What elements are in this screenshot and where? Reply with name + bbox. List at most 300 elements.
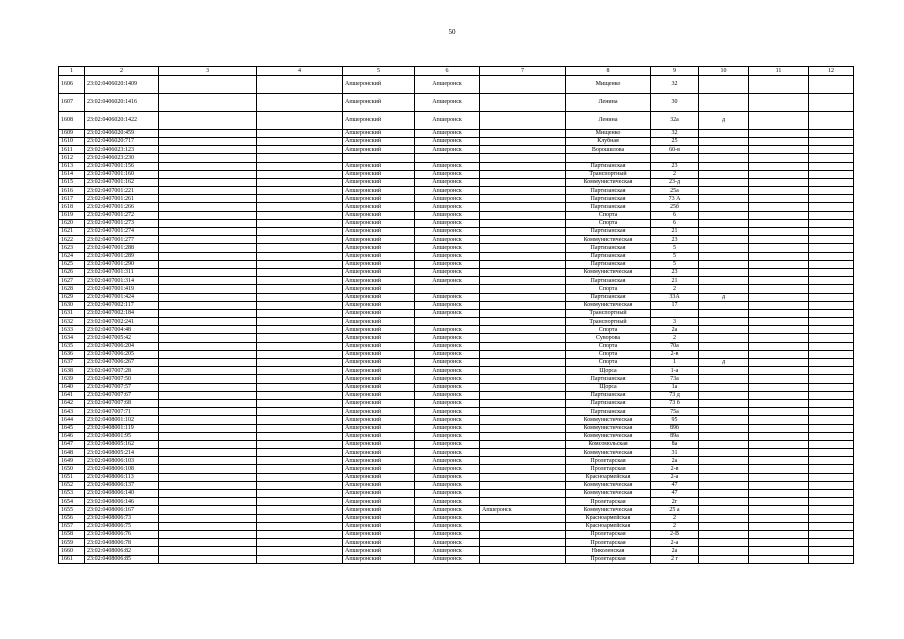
letter-cell xyxy=(699,318,749,326)
col4-cell xyxy=(257,93,343,111)
city-cell: Апшеронск xyxy=(415,408,480,416)
col7-cell xyxy=(480,260,566,268)
col3-cell xyxy=(159,457,257,465)
table-row xyxy=(59,244,854,252)
street-cell: Пролетарская xyxy=(566,465,651,473)
street-cell: Красноармейская xyxy=(566,514,651,522)
col3-cell xyxy=(159,473,257,481)
col12-cell xyxy=(809,334,854,342)
col7-cell xyxy=(480,547,566,555)
col11-cell xyxy=(749,416,809,424)
col7-cell xyxy=(480,440,566,448)
col3-cell xyxy=(159,367,257,375)
col3-cell xyxy=(159,178,257,186)
col3-cell xyxy=(159,449,257,457)
district-cell: Апшеронский xyxy=(343,129,415,137)
row-number-cell: 1636 xyxy=(59,350,85,358)
row-number-cell: 1633 xyxy=(59,326,85,334)
row-number-cell: 1632 xyxy=(59,318,85,326)
col11-cell xyxy=(749,375,809,383)
letter-cell xyxy=(699,268,749,276)
col4-cell xyxy=(257,465,343,473)
row-number-cell: 1608 xyxy=(59,111,85,129)
table-row xyxy=(59,539,854,547)
city-cell: Апшеронск xyxy=(415,301,480,309)
street-cell: Ленина xyxy=(566,111,651,129)
city-cell: Апшеронск xyxy=(415,481,480,489)
row-number-cell: 1615 xyxy=(59,178,85,186)
street-cell: Щорса xyxy=(566,383,651,391)
house-number-cell: 21 xyxy=(651,277,699,285)
column-header: 7 xyxy=(480,67,566,76)
column-header: 4 xyxy=(257,67,343,76)
col11-cell xyxy=(749,424,809,432)
city-cell: Апшеронск xyxy=(415,555,480,563)
street-cell: Партизанская xyxy=(566,187,651,195)
col7-cell xyxy=(480,432,566,440)
col11-cell xyxy=(749,555,809,563)
col11-cell xyxy=(749,481,809,489)
district-cell: Апшеронский xyxy=(343,203,415,211)
col11-cell xyxy=(749,252,809,260)
col3-cell xyxy=(159,162,257,170)
col7-cell xyxy=(480,359,566,367)
district-cell: Апшеронский xyxy=(343,260,415,268)
city-cell: Апшеронск xyxy=(415,514,480,522)
col3-cell xyxy=(159,293,257,301)
column-header: 12 xyxy=(809,67,854,76)
col3-cell xyxy=(159,277,257,285)
street-cell: Спорта xyxy=(566,326,651,334)
letter-cell xyxy=(699,211,749,219)
house-number-cell: 3 xyxy=(651,318,699,326)
col12-cell xyxy=(809,228,854,236)
city-cell: Апшеронск xyxy=(415,162,480,170)
table-row xyxy=(59,547,854,555)
col11-cell xyxy=(749,203,809,211)
col11-cell xyxy=(749,211,809,219)
city-cell: Апшеронск xyxy=(415,137,480,145)
col4-cell xyxy=(257,506,343,514)
cadastral-number-cell: 23:02:0407001:162 xyxy=(85,178,159,186)
house-number-cell: 2 xyxy=(651,514,699,522)
district-cell: Апшеронский xyxy=(343,530,415,538)
city-cell: Апшеронск xyxy=(415,449,480,457)
table-row xyxy=(59,203,854,211)
table-row xyxy=(59,187,854,195)
col11-cell xyxy=(749,522,809,530)
col7-cell xyxy=(480,268,566,276)
street-cell: Пролетарская xyxy=(566,555,651,563)
col3-cell xyxy=(159,203,257,211)
house-number-cell: 5 xyxy=(651,252,699,260)
col3-cell xyxy=(159,195,257,203)
table-row xyxy=(59,522,854,530)
cadastral-number-cell: 23:02:0407007:57 xyxy=(85,383,159,391)
col12-cell xyxy=(809,277,854,285)
district-cell: Апшеронский xyxy=(343,146,415,154)
street-cell: Пролетарская xyxy=(566,457,651,465)
register-table xyxy=(58,66,854,564)
letter-cell xyxy=(699,195,749,203)
col4-cell xyxy=(257,111,343,129)
cadastral-number-cell: 23:02:0407001:160 xyxy=(85,170,159,178)
cadastral-number-cell: 23:02:0407007:67 xyxy=(85,391,159,399)
col3-cell xyxy=(159,481,257,489)
house-number-cell: 60-в xyxy=(651,146,699,154)
city-cell: Апшеронск xyxy=(415,170,480,178)
street-cell: Коммунистическая xyxy=(566,268,651,276)
col4-cell xyxy=(257,457,343,465)
table-row xyxy=(59,252,854,260)
row-number-cell: 1643 xyxy=(59,408,85,416)
col3-cell xyxy=(159,75,257,93)
cadastral-number-cell: 23:02:0408006:137 xyxy=(85,481,159,489)
row-number-cell: 1623 xyxy=(59,244,85,252)
city-cell: Апшеронск xyxy=(415,195,480,203)
street-cell: Пролетарская xyxy=(566,539,651,547)
col7-cell xyxy=(480,449,566,457)
city-cell: Апшеронск xyxy=(415,383,480,391)
house-number-cell: 2а xyxy=(651,547,699,555)
col4-cell xyxy=(257,539,343,547)
house-number-cell: 2-в xyxy=(651,350,699,358)
cadastral-number-cell: 23:02:0406020:1409 xyxy=(85,75,159,93)
col12-cell xyxy=(809,178,854,186)
col7-cell xyxy=(480,137,566,145)
col12-cell xyxy=(809,350,854,358)
street-cell: Клубная xyxy=(566,137,651,145)
col3-cell xyxy=(159,285,257,293)
cadastral-number-cell: 23:02:0407006:267 xyxy=(85,359,159,367)
letter-cell xyxy=(699,539,749,547)
table-row xyxy=(59,260,854,268)
row-number-cell: 1621 xyxy=(59,228,85,236)
row-number-cell: 1654 xyxy=(59,498,85,506)
table-row xyxy=(59,162,854,170)
row-number-cell: 1624 xyxy=(59,252,85,260)
letter-cell xyxy=(699,449,749,457)
col4-cell xyxy=(257,309,343,317)
street-cell: Партизанская xyxy=(566,203,651,211)
col11-cell xyxy=(749,285,809,293)
page-number: 50 xyxy=(448,28,456,36)
letter-cell xyxy=(699,490,749,498)
table-row xyxy=(59,146,854,154)
street-cell: Спорта xyxy=(566,211,651,219)
table-row xyxy=(59,228,854,236)
col7-cell xyxy=(480,498,566,506)
col12-cell xyxy=(809,440,854,448)
house-number-cell: 21 xyxy=(651,228,699,236)
col4-cell xyxy=(257,326,343,334)
house-number-cell: 17 xyxy=(651,301,699,309)
cadastral-number-cell: 23:02:0406020:1416 xyxy=(85,93,159,111)
col12-cell xyxy=(809,252,854,260)
table-row xyxy=(59,383,854,391)
col12-cell xyxy=(809,449,854,457)
cadastral-number-cell: 23:02:0407001:273 xyxy=(85,219,159,227)
col12-cell xyxy=(809,293,854,301)
city-cell: Апшеронск xyxy=(415,129,480,137)
col12-cell xyxy=(809,539,854,547)
col11-cell xyxy=(749,391,809,399)
letter-cell xyxy=(699,342,749,350)
street-cell: Партизанская xyxy=(566,375,651,383)
cadastral-number-cell: 23:02:0406020:459 xyxy=(85,129,159,137)
table-row xyxy=(59,490,854,498)
city-cell: Апшеронск xyxy=(415,219,480,227)
col7-cell xyxy=(480,350,566,358)
house-number-cell: 23-д xyxy=(651,178,699,186)
column-header: 10 xyxy=(699,67,749,76)
col4-cell xyxy=(257,555,343,563)
col7-cell xyxy=(480,465,566,473)
col3-cell xyxy=(159,187,257,195)
row-number-cell: 1651 xyxy=(59,473,85,481)
col11-cell xyxy=(749,530,809,538)
house-number-cell: 2 г xyxy=(651,555,699,563)
col7-cell xyxy=(480,424,566,432)
col4-cell xyxy=(257,228,343,236)
table-row xyxy=(59,465,854,473)
col3-cell xyxy=(159,228,257,236)
city-cell: Апшеронск xyxy=(415,432,480,440)
col12-cell xyxy=(809,399,854,407)
street-cell: Спорта xyxy=(566,359,651,367)
cadastral-number-cell: 23:02:0408001:95 xyxy=(85,432,159,440)
district-cell: Апшеронский xyxy=(343,293,415,301)
cadastral-number-cell: 23:02:0406023:230 xyxy=(85,154,159,162)
house-number-cell: 2а xyxy=(651,457,699,465)
col4-cell xyxy=(257,277,343,285)
cadastral-number-cell: 23:02:0407005:42 xyxy=(85,334,159,342)
city-cell: Апшеронск xyxy=(415,367,480,375)
city-cell: Апшеронск xyxy=(415,252,480,260)
row-number-cell: 1649 xyxy=(59,457,85,465)
cadastral-number-cell: 23:02:0408005:162 xyxy=(85,440,159,448)
letter-cell xyxy=(699,547,749,555)
col7-cell xyxy=(480,408,566,416)
col12-cell xyxy=(809,260,854,268)
table-row xyxy=(59,326,854,334)
col7-cell xyxy=(480,187,566,195)
col7-cell xyxy=(480,318,566,326)
col7-cell xyxy=(480,277,566,285)
col7-cell xyxy=(480,93,566,111)
col12-cell xyxy=(809,383,854,391)
house-number-cell: 95 xyxy=(651,416,699,424)
col3-cell xyxy=(159,424,257,432)
col12-cell xyxy=(809,342,854,350)
house-number-cell: 89б xyxy=(651,424,699,432)
district-cell: Апшеронский xyxy=(343,465,415,473)
column-header: 11 xyxy=(749,67,809,76)
letter-cell xyxy=(699,440,749,448)
street-cell: Коммунистическая xyxy=(566,490,651,498)
col4-cell xyxy=(257,195,343,203)
house-number-cell: 73 А xyxy=(651,195,699,203)
street-cell: Коммунистическая xyxy=(566,481,651,489)
col3-cell xyxy=(159,334,257,342)
district-cell: Апшеронский xyxy=(343,244,415,252)
house-number-cell: 47 xyxy=(651,490,699,498)
city-cell: Апшеронск xyxy=(415,211,480,219)
col12-cell xyxy=(809,137,854,145)
letter-cell xyxy=(699,416,749,424)
col12-cell xyxy=(809,555,854,563)
district-cell: Апшеронский xyxy=(343,268,415,276)
col11-cell xyxy=(749,244,809,252)
district-cell: Апшеронский xyxy=(343,399,415,407)
col4-cell xyxy=(257,342,343,350)
col7-cell xyxy=(480,252,566,260)
city-cell xyxy=(415,285,480,293)
col3-cell xyxy=(159,440,257,448)
street-cell: Партизанская xyxy=(566,391,651,399)
table-row xyxy=(59,440,854,448)
district-cell: Апшеронский xyxy=(343,391,415,399)
city-cell xyxy=(415,318,480,326)
street-cell: Партизанская xyxy=(566,408,651,416)
col11-cell xyxy=(749,75,809,93)
col3-cell xyxy=(159,146,257,154)
table-row xyxy=(59,137,854,145)
district-cell: Апшеронский xyxy=(343,342,415,350)
col4-cell xyxy=(257,260,343,268)
col3-cell xyxy=(159,301,257,309)
district-cell: Апшеронский xyxy=(343,481,415,489)
street-cell: Транспортный xyxy=(566,318,651,326)
col7-cell xyxy=(480,301,566,309)
cadastral-number-cell: 23:02:0408006:75 xyxy=(85,522,159,530)
district-cell: Апшеронский xyxy=(343,309,415,317)
letter-cell xyxy=(699,178,749,186)
city-cell: Апшеронск xyxy=(415,530,480,538)
table-body xyxy=(59,75,854,563)
row-number-cell: 1646 xyxy=(59,432,85,440)
row-number-cell: 1631 xyxy=(59,309,85,317)
row-number-cell: 1616 xyxy=(59,187,85,195)
district-cell: Апшеронский xyxy=(343,539,415,547)
col12-cell xyxy=(809,326,854,334)
street-cell: Коммунистическая xyxy=(566,432,651,440)
cadastral-number-cell: 23:02:0408006:103 xyxy=(85,457,159,465)
city-cell: Апшеронск xyxy=(415,350,480,358)
col4-cell xyxy=(257,432,343,440)
col12-cell xyxy=(809,367,854,375)
table-row xyxy=(59,129,854,137)
col4-cell xyxy=(257,170,343,178)
house-number-cell: 2-В xyxy=(651,530,699,538)
col12-cell xyxy=(809,162,854,170)
table-row xyxy=(59,301,854,309)
col4-cell xyxy=(257,375,343,383)
cadastral-number-cell: 23:02:0407001:290 xyxy=(85,260,159,268)
col3-cell xyxy=(159,260,257,268)
letter-cell xyxy=(699,481,749,489)
col12-cell xyxy=(809,498,854,506)
letter-cell xyxy=(699,203,749,211)
district-cell: Апшеронский xyxy=(343,522,415,530)
street-cell: Партизанская xyxy=(566,260,651,268)
city-cell: Апшеронск xyxy=(415,440,480,448)
col12-cell xyxy=(809,391,854,399)
house-number-cell: 5 xyxy=(651,260,699,268)
col12-cell xyxy=(809,506,854,514)
col12-cell xyxy=(809,514,854,522)
cadastral-number-cell: 23:02:0406020:717 xyxy=(85,137,159,145)
row-number-cell: 1628 xyxy=(59,285,85,293)
col11-cell xyxy=(749,195,809,203)
city-cell: Апшеронск xyxy=(415,465,480,473)
city-cell: Апшеронск xyxy=(415,522,480,530)
col3-cell xyxy=(159,514,257,522)
district-cell: Апшеронский xyxy=(343,506,415,514)
district-cell: Апшеронский xyxy=(343,285,415,293)
table-row xyxy=(59,309,854,317)
row-number-cell: 1619 xyxy=(59,211,85,219)
city-cell: Апшеронск xyxy=(415,391,480,399)
col3-cell xyxy=(159,416,257,424)
table-row xyxy=(59,391,854,399)
city-cell: Апшеронск xyxy=(415,146,480,154)
col7-cell xyxy=(480,539,566,547)
col4-cell xyxy=(257,129,343,137)
col11-cell xyxy=(749,539,809,547)
row-number-cell: 1626 xyxy=(59,268,85,276)
col11-cell xyxy=(749,309,809,317)
letter-cell xyxy=(699,170,749,178)
letter-cell xyxy=(699,367,749,375)
col3-cell xyxy=(159,111,257,129)
col3-cell xyxy=(159,490,257,498)
col4-cell xyxy=(257,334,343,342)
col4-cell xyxy=(257,359,343,367)
letter-cell xyxy=(699,236,749,244)
col11-cell xyxy=(749,498,809,506)
col4-cell xyxy=(257,416,343,424)
district-cell: Апшеронский xyxy=(343,277,415,285)
district-cell: Апшеронский xyxy=(343,359,415,367)
letter-cell: д xyxy=(699,359,749,367)
col3-cell xyxy=(159,391,257,399)
col11-cell xyxy=(749,162,809,170)
street-cell: Транспортный xyxy=(566,170,651,178)
letter-cell xyxy=(699,187,749,195)
col11-cell xyxy=(749,367,809,375)
col11-cell xyxy=(749,93,809,111)
street-cell: Спорта xyxy=(566,342,651,350)
row-number-cell: 1656 xyxy=(59,514,85,522)
table-row xyxy=(59,195,854,203)
city-cell: Апшеронск xyxy=(415,424,480,432)
col11-cell xyxy=(749,268,809,276)
col7-cell xyxy=(480,416,566,424)
col12-cell xyxy=(809,195,854,203)
col7-cell xyxy=(480,375,566,383)
cadastral-number-cell: 23:02:0406020:1422 xyxy=(85,111,159,129)
letter-cell xyxy=(699,498,749,506)
col11-cell xyxy=(749,514,809,522)
table-row xyxy=(59,506,854,514)
column-header: 6 xyxy=(415,67,480,76)
city-cell: Апшеронск xyxy=(415,111,480,129)
table-row xyxy=(59,211,854,219)
district-cell: Апшеронский xyxy=(343,211,415,219)
table-row xyxy=(59,449,854,457)
col7-cell xyxy=(480,129,566,137)
